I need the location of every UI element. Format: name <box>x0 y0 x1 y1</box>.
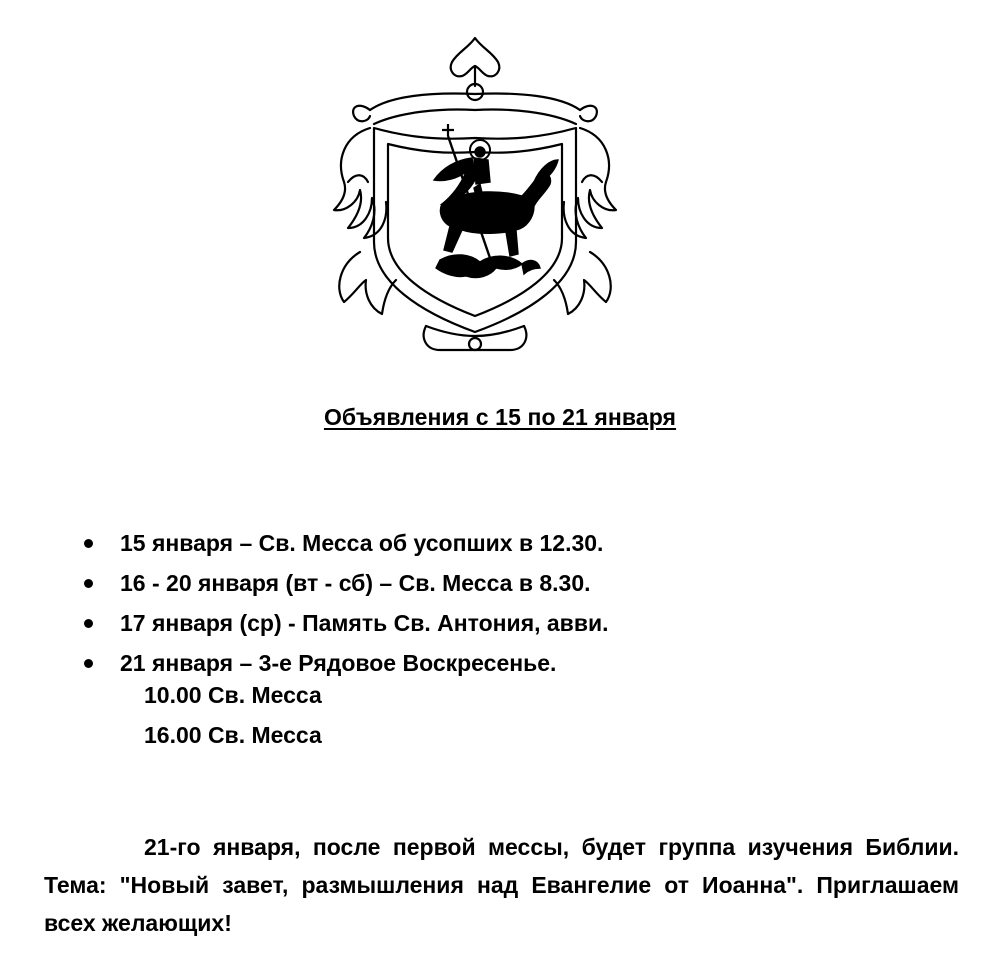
bible-study-paragraph: 21-го января, после первой мессы, будет группа изучения Библии. Тема: "Новый завет, размышления над Евангелие от Иоанна". Приглашаем всех желающих! <box>44 834 959 936</box>
bullet-icon <box>84 579 93 588</box>
bullet-icon <box>84 659 93 668</box>
announcement-text: 17 января (ср) - Память Св. Антония, авви. <box>120 610 609 636</box>
coat-of-arms-icon <box>330 32 620 360</box>
list-item <box>84 563 609 603</box>
schedule-line: 16.00 Св. Месса <box>144 722 322 748</box>
mass-schedule <box>144 675 322 755</box>
announcement-text: 16 - 20 января (вт - сб) – Св. Месса в 8.30. <box>120 570 591 596</box>
announcement-list <box>84 523 609 683</box>
schedule-line: 10.00 Св. Месса <box>144 682 322 708</box>
bullet-icon <box>84 619 93 628</box>
announcement-text: 21 января – 3-е Рядовое Воскресенье. <box>120 650 557 676</box>
list-item <box>84 603 609 643</box>
announcement-text: 15 января – Св. Месса об усопших в 12.30. <box>120 530 604 556</box>
bullet-icon <box>84 539 93 548</box>
list-item <box>84 523 609 563</box>
page-title: Объявления с 15 по 21 января <box>323 404 677 430</box>
